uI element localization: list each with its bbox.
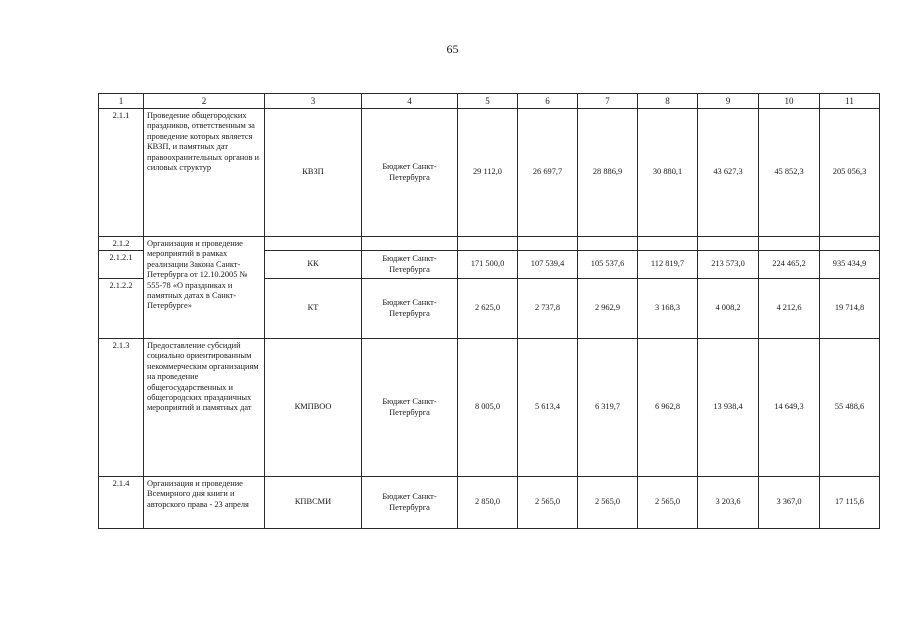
value-cell: 19 714,8	[820, 279, 880, 339]
value-cell: 55 488,6	[820, 339, 880, 477]
header-cell: 8	[638, 94, 698, 109]
value-cell: 2 737,8	[518, 279, 578, 339]
value-cell: 224 465,2	[759, 251, 820, 279]
row-name: Проведение общегородских праздников, ответственным за проведение которых является КВЗП, и памятных дат правоохранительных органов и силовых структур	[144, 109, 265, 237]
row-code: 2.1.4	[99, 477, 144, 529]
page-number: 65	[446, 42, 459, 56]
row-executor: КК	[265, 251, 362, 279]
header-cell: 6	[518, 94, 578, 109]
header-cell: 5	[458, 94, 518, 109]
header-cell: 11	[820, 94, 880, 109]
header-cell: 2	[144, 94, 265, 109]
empty-cell	[759, 237, 820, 251]
row-name: Организация и проведение Всемирного дня книги и авторского права - 23 апреля	[144, 477, 265, 529]
row-code: 2.1.2.1	[99, 251, 144, 279]
value-cell: 105 537,6	[578, 251, 638, 279]
empty-cell	[578, 237, 638, 251]
value-cell: 29 112,0	[458, 109, 518, 237]
row-code: 2.1.1	[99, 109, 144, 237]
value-cell: 213 573,0	[698, 251, 759, 279]
header-cell: 9	[698, 94, 759, 109]
row-executor: КПВСМИ	[265, 477, 362, 529]
value-cell: 43 627,3	[698, 109, 759, 237]
value-cell: 26 697,7	[518, 109, 578, 237]
header-row	[99, 94, 880, 109]
row-code: 2.1.2	[99, 237, 144, 251]
empty-cell	[698, 237, 759, 251]
value-cell: 3 168,3	[638, 279, 698, 339]
row-executor: КВЗП	[265, 109, 362, 237]
row-source: Бюджет Санкт-Петербурга	[362, 339, 458, 477]
table-row	[99, 109, 880, 237]
value-cell: 2 565,0	[578, 477, 638, 529]
row-name: Предоставление субсидий социально ориентированным некоммерческим организациям на проведение общегосударственных и общегородских праздничных мероприятий и памятных дат	[144, 339, 265, 477]
header-cell: 3	[265, 94, 362, 109]
value-cell: 17 115,6	[820, 477, 880, 529]
row-code: 2.1.2.2	[99, 279, 144, 339]
row-executor: КМПВОО	[265, 339, 362, 477]
value-cell: 3 203,6	[698, 477, 759, 529]
row-name: Организация и проведение мероприятий в рамках реализации Закона Санкт-Петербурга от 12.10.2005 № 555-78 «О праздниках и памятных датах в Санкт-Петербурге»	[144, 237, 265, 339]
row-executor: КТ	[265, 279, 362, 339]
header-cell: 7	[578, 94, 638, 109]
value-cell: 5 613,4	[518, 339, 578, 477]
value-cell: 2 625,0	[458, 279, 518, 339]
value-cell: 6 319,7	[578, 339, 638, 477]
value-cell: 30 880,1	[638, 109, 698, 237]
row-source: Бюджет Санкт-Петербурга	[362, 477, 458, 529]
empty-cell	[362, 237, 458, 251]
empty-cell	[518, 237, 578, 251]
value-cell: 13 938,4	[698, 339, 759, 477]
row-source: Бюджет Санкт-Петербурга	[362, 109, 458, 237]
value-cell: 4 212,6	[759, 279, 820, 339]
value-cell: 2 565,0	[638, 477, 698, 529]
table-row	[99, 477, 880, 529]
table-row	[99, 339, 880, 477]
row-source: Бюджет Санкт-Петербурга	[362, 279, 458, 339]
value-cell: 6 962,8	[638, 339, 698, 477]
budget-table	[98, 93, 880, 529]
value-cell: 935 434,9	[820, 251, 880, 279]
value-cell: 4 008,2	[698, 279, 759, 339]
empty-cell	[458, 237, 518, 251]
empty-cell	[638, 237, 698, 251]
value-cell: 45 852,3	[759, 109, 820, 237]
header-cell: 1	[99, 94, 144, 109]
value-cell: 8 005,0	[458, 339, 518, 477]
value-cell: 107 539,4	[518, 251, 578, 279]
value-cell: 205 056,3	[820, 109, 880, 237]
table-row	[99, 237, 880, 251]
empty-cell	[820, 237, 880, 251]
header-cell: 10	[759, 94, 820, 109]
value-cell: 2 962,9	[578, 279, 638, 339]
row-source: Бюджет Санкт-Петербурга	[362, 251, 458, 279]
value-cell: 14 649,3	[759, 339, 820, 477]
empty-cell	[265, 237, 362, 251]
value-cell: 2 850,0	[458, 477, 518, 529]
value-cell: 28 886,9	[578, 109, 638, 237]
value-cell: 171 500,0	[458, 251, 518, 279]
row-code: 2.1.3	[99, 339, 144, 477]
header-cell: 4	[362, 94, 458, 109]
value-cell: 112 819,7	[638, 251, 698, 279]
value-cell: 2 565,0	[518, 477, 578, 529]
value-cell: 3 367,0	[759, 477, 820, 529]
